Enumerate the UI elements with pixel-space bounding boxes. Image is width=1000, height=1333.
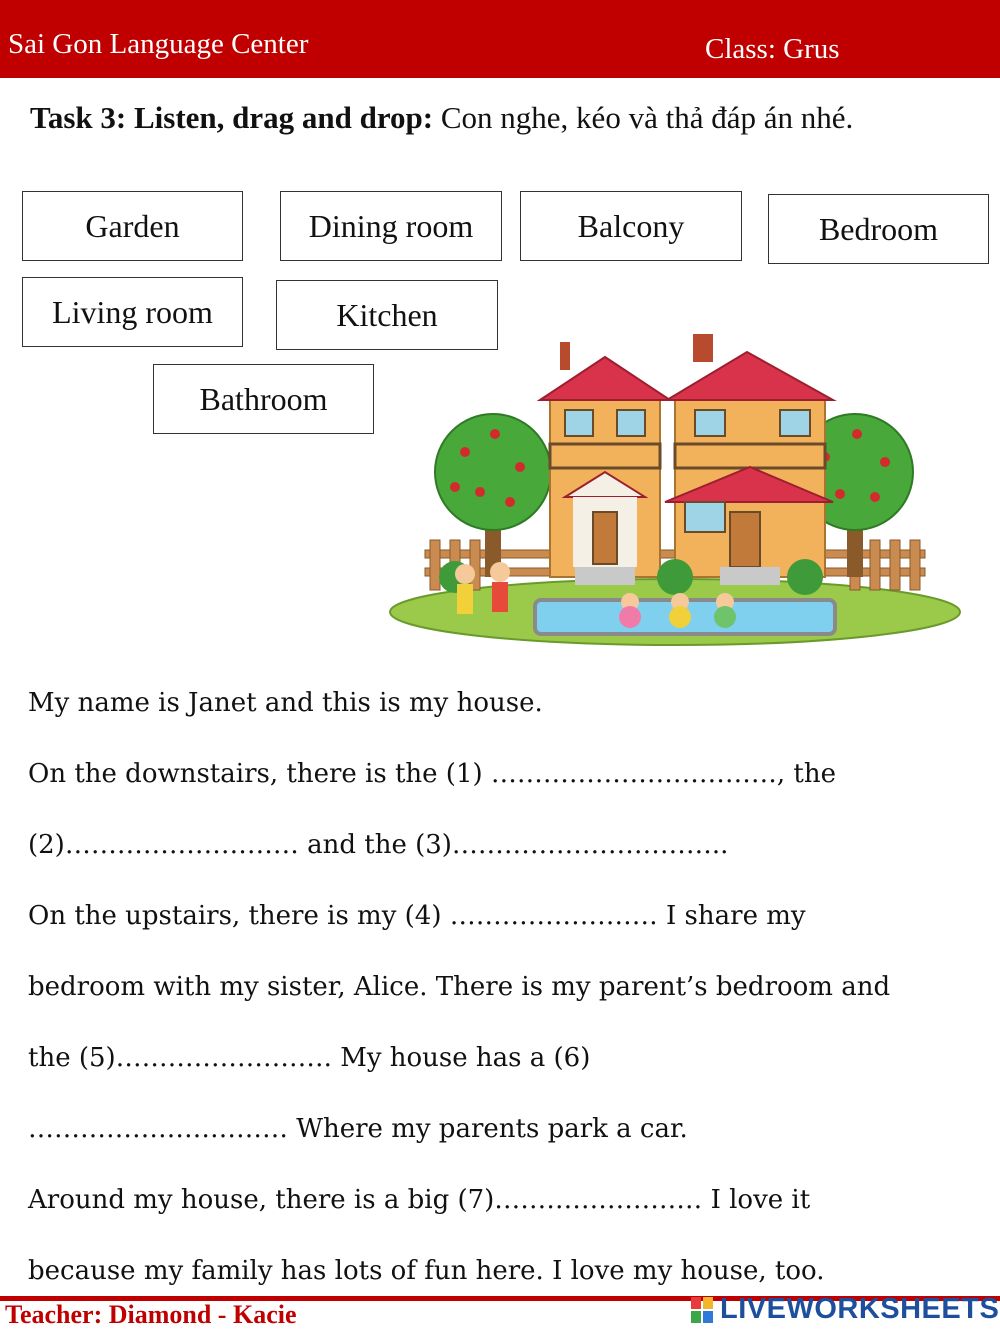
passage-line: ………………………… Where my parents park a car. (28, 1114, 688, 1144)
passage-line: My name is Janet and this is my house. (28, 688, 543, 718)
header-bar (0, 0, 1000, 78)
word-option-balcony[interactable]: Balcony (520, 191, 742, 261)
liveworksheets-logo (690, 1293, 999, 1326)
word-option-bathroom[interactable]: Bathroom (153, 364, 374, 434)
teacher-name: Teacher: Diamond - Kacie (5, 1300, 297, 1329)
word-option-living-room[interactable]: Living room (22, 277, 243, 347)
center-name: Sai Gon Language Center (8, 28, 309, 60)
word-option-garden[interactable]: Garden (22, 191, 243, 261)
logo-text: LIVEWORKSHEETS (720, 1293, 1000, 1325)
passage-line: bedroom with my sister, Alice. There is my parent’s bedroom and (28, 972, 891, 1002)
passage-line: the (5)……………………. My house has a (6) (28, 1043, 591, 1073)
passage-line: because my family has lots of fun here. I love my house, too. (28, 1256, 825, 1286)
passage-line: Around my house, there is a big (7)…………………… I love it (28, 1185, 811, 1215)
class-label: Class: Grus (705, 33, 840, 65)
task-text: Con nghe, kéo và thả đáp án nhé. (433, 100, 854, 135)
logo-icon (690, 1295, 716, 1325)
passage (28, 668, 978, 1307)
task-title: Task 3: Listen, drag and drop: (30, 100, 434, 135)
word-option-kitchen[interactable]: Kitchen (276, 280, 498, 350)
passage-line: (2)……………………… and the (3)………………………….. (28, 830, 729, 860)
passage-line: On the upstairs, there is my (4) …………………… I share my (28, 901, 806, 931)
word-option-bedroom[interactable]: Bedroom (768, 194, 989, 264)
task-instruction (30, 100, 853, 136)
house-illustration (385, 322, 965, 647)
passage-line: On the downstairs, there is the (1) ……………………………, the (28, 759, 837, 789)
word-option-dining-room[interactable]: Dining room (280, 191, 502, 261)
